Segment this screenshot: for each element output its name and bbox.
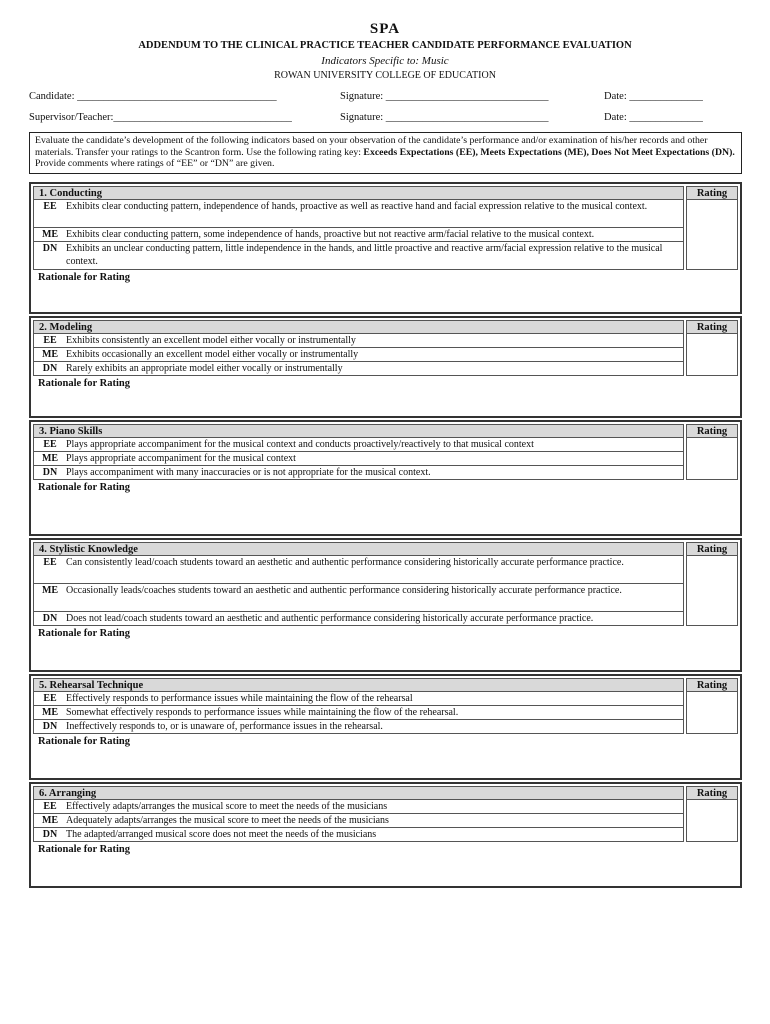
indicator-code: ME	[41, 707, 59, 718]
indicator-description: Rarely exhibits an appropriate model either vocally or instrumentally	[66, 363, 343, 374]
indicator-description: Ineffectively responds to, or is unaware of, performance issues in the rehearsal.	[66, 721, 383, 732]
indicator-code: DN	[42, 613, 58, 624]
indicator-code: EE	[43, 439, 57, 450]
form-subtitle: Indicators Specific to: Music	[321, 55, 449, 67]
form-code: SPA	[369, 21, 401, 37]
instructions-tail: Provide comments where ratings of “EE” or “DN” are given.	[35, 158, 275, 169]
indicator-row	[33, 466, 684, 480]
indicator-row	[33, 800, 684, 814]
indicator-description: Exhibits clear conducting pattern, independence of hands, proactive as well as reactive hand and facial expression relative to the musical context.	[66, 201, 648, 212]
section-6	[29, 782, 742, 888]
rating-input-box[interactable]	[686, 556, 738, 626]
section-title: 5. Rehearsal Technique	[33, 678, 684, 692]
indicator-row	[33, 228, 684, 242]
rationale-field[interactable]: Rationale for Rating	[38, 378, 130, 389]
section-body	[33, 786, 684, 884]
section-body	[33, 424, 684, 532]
rating-header: Rating	[686, 678, 738, 692]
rating-column	[686, 786, 738, 884]
section-body	[33, 186, 684, 310]
date-field-1[interactable]: Date: ______________	[604, 91, 703, 102]
section-body	[33, 320, 684, 414]
indicator-row	[33, 556, 684, 584]
rating-header: Rating	[686, 424, 738, 438]
indicator-row	[33, 828, 684, 842]
candidate-field[interactable]: Candidate: ______________________________________	[29, 91, 277, 102]
indicator-row	[33, 612, 684, 626]
rating-input-box[interactable]	[686, 692, 738, 734]
signature-field-2[interactable]: Signature: _______________________________	[340, 112, 549, 123]
indicator-description: Plays appropriate accompaniment for the musical context and conducts proactively/reactively to that musical context	[66, 439, 534, 450]
rating-input-box[interactable]	[686, 438, 738, 480]
indicator-description: Plays appropriate accompaniment for the musical context	[66, 453, 296, 464]
date-field-2[interactable]: Date: ______________	[604, 112, 703, 123]
indicator-description: Effectively responds to performance issues while maintaining the flow of the rehearsal	[66, 693, 413, 704]
indicator-description: Effectively adapts/arranges the musical score to meet the needs of the musicians	[66, 801, 388, 812]
indicator-description: Can consistently lead/coach students toward an aesthetic and authentic performance considering historically accurate performance practice.	[66, 557, 624, 568]
rating-column	[686, 678, 738, 776]
indicator-row	[33, 692, 684, 706]
rating-header: Rating	[686, 542, 738, 556]
section-title: 4. Stylistic Knowledge	[33, 542, 684, 556]
indicator-description: The adapted/arranged musical score does not meet the needs of the musicians	[66, 829, 377, 840]
rating-column	[686, 424, 738, 532]
section-title: 1. Conducting	[33, 186, 684, 200]
indicator-description: Does not lead/coach students toward an aesthetic and authentic performance considering historically accurate performance practice.	[66, 613, 594, 624]
indicator-code: DN	[42, 721, 58, 732]
supervisor-field[interactable]: Supervisor/Teacher:__________________________________	[29, 112, 292, 123]
indicator-row	[33, 720, 684, 734]
section-2	[29, 316, 742, 418]
indicator-code: ME	[41, 349, 59, 360]
rating-column	[686, 320, 738, 414]
indicator-description: Exhibits an unclear conducting pattern, little independence in the hands, and little proactive and reactive arm/facial expression relative to the musical context.	[66, 243, 663, 267]
rationale-field[interactable]: Rationale for Rating	[38, 736, 130, 747]
instructions-box	[29, 132, 742, 174]
indicator-description: Somewhat effectively responds to performance issues while maintaining the flow of the rehearsal.	[66, 707, 459, 718]
section-title: 2. Modeling	[33, 320, 684, 334]
college-name: ROWAN UNIVERSITY COLLEGE OF EDUCATION	[274, 70, 496, 81]
indicator-row	[33, 242, 684, 270]
indicator-row	[33, 334, 684, 348]
indicator-code: DN	[42, 467, 58, 478]
section-3	[29, 420, 742, 536]
indicator-row	[33, 814, 684, 828]
indicator-code: EE	[43, 557, 57, 568]
rating-header: Rating	[686, 786, 738, 800]
section-4	[29, 538, 742, 672]
rating-input-box[interactable]	[686, 334, 738, 376]
instructions-text: Evaluate the candidate’s development of the following indicators based on your observation of the candidate’s performance and/or examination of his/her records and other materials. Transfer your ratings to the Scantron form. Use the following rating key:	[35, 135, 708, 158]
rating-column	[686, 186, 738, 310]
indicator-description: Exhibits consistently an excellent model either vocally or instrumentally	[66, 335, 356, 346]
section-5	[29, 674, 742, 780]
indicator-description: Occasionally leads/coaches students toward an aesthetic and authentic performance considering historically accurate performance practice.	[66, 585, 622, 596]
indicator-row	[33, 348, 684, 362]
indicator-code: DN	[42, 829, 58, 840]
rating-header: Rating	[686, 186, 738, 200]
section-title: 6. Arranging	[33, 786, 684, 800]
indicator-row	[33, 362, 684, 376]
indicator-row	[33, 200, 684, 228]
indicator-row	[33, 452, 684, 466]
section-body	[33, 542, 684, 668]
indicator-description: Adequately adapts/arranges the musical score to meet the needs of the musicians	[66, 815, 389, 826]
indicator-description: Exhibits clear conducting pattern, some independence of hands, proactive but not reactive arm/facial relative to the musical context.	[66, 229, 595, 240]
signature-field-1[interactable]: Signature: _______________________________	[340, 91, 549, 102]
section-body	[33, 678, 684, 776]
indicator-row	[33, 584, 684, 612]
section-1	[29, 182, 742, 314]
indicator-description: Exhibits occasionally an excellent model either vocally or instrumentally	[66, 349, 359, 360]
indicator-code: ME	[41, 815, 59, 826]
indicator-description: Plays accompaniment with many inaccuracies or is not appropriate for the musical context.	[66, 467, 431, 478]
indicator-row	[33, 438, 684, 452]
rating-header: Rating	[686, 320, 738, 334]
rationale-field[interactable]: Rationale for Rating	[38, 844, 130, 855]
indicator-code: ME	[41, 453, 59, 464]
indicator-code: ME	[41, 229, 59, 240]
indicator-code: EE	[43, 201, 57, 212]
indicator-row	[33, 706, 684, 720]
form-title: ADDENDUM TO THE CLINICAL PRACTICE TEACHER CANDIDATE PERFORMANCE EVALUATION	[138, 40, 632, 51]
indicator-code: EE	[43, 335, 57, 346]
rationale-field[interactable]: Rationale for Rating	[38, 628, 130, 639]
indicator-code: EE	[43, 801, 57, 812]
rating-input-box[interactable]	[686, 200, 738, 270]
indicator-code: DN	[42, 363, 58, 374]
rationale-field[interactable]: Rationale for Rating	[38, 272, 130, 283]
indicator-code: ME	[41, 585, 59, 596]
rating-key: Exceeds Expectations (EE), Meets Expectations (ME), Does Not Meet Expectations (DN).	[363, 146, 735, 158]
indicator-code: EE	[43, 693, 57, 704]
indicator-code: DN	[42, 243, 58, 254]
rationale-field[interactable]: Rationale for Rating	[38, 482, 130, 493]
rating-input-box[interactable]	[686, 800, 738, 842]
section-title: 3. Piano Skills	[33, 424, 684, 438]
rating-column	[686, 542, 738, 668]
